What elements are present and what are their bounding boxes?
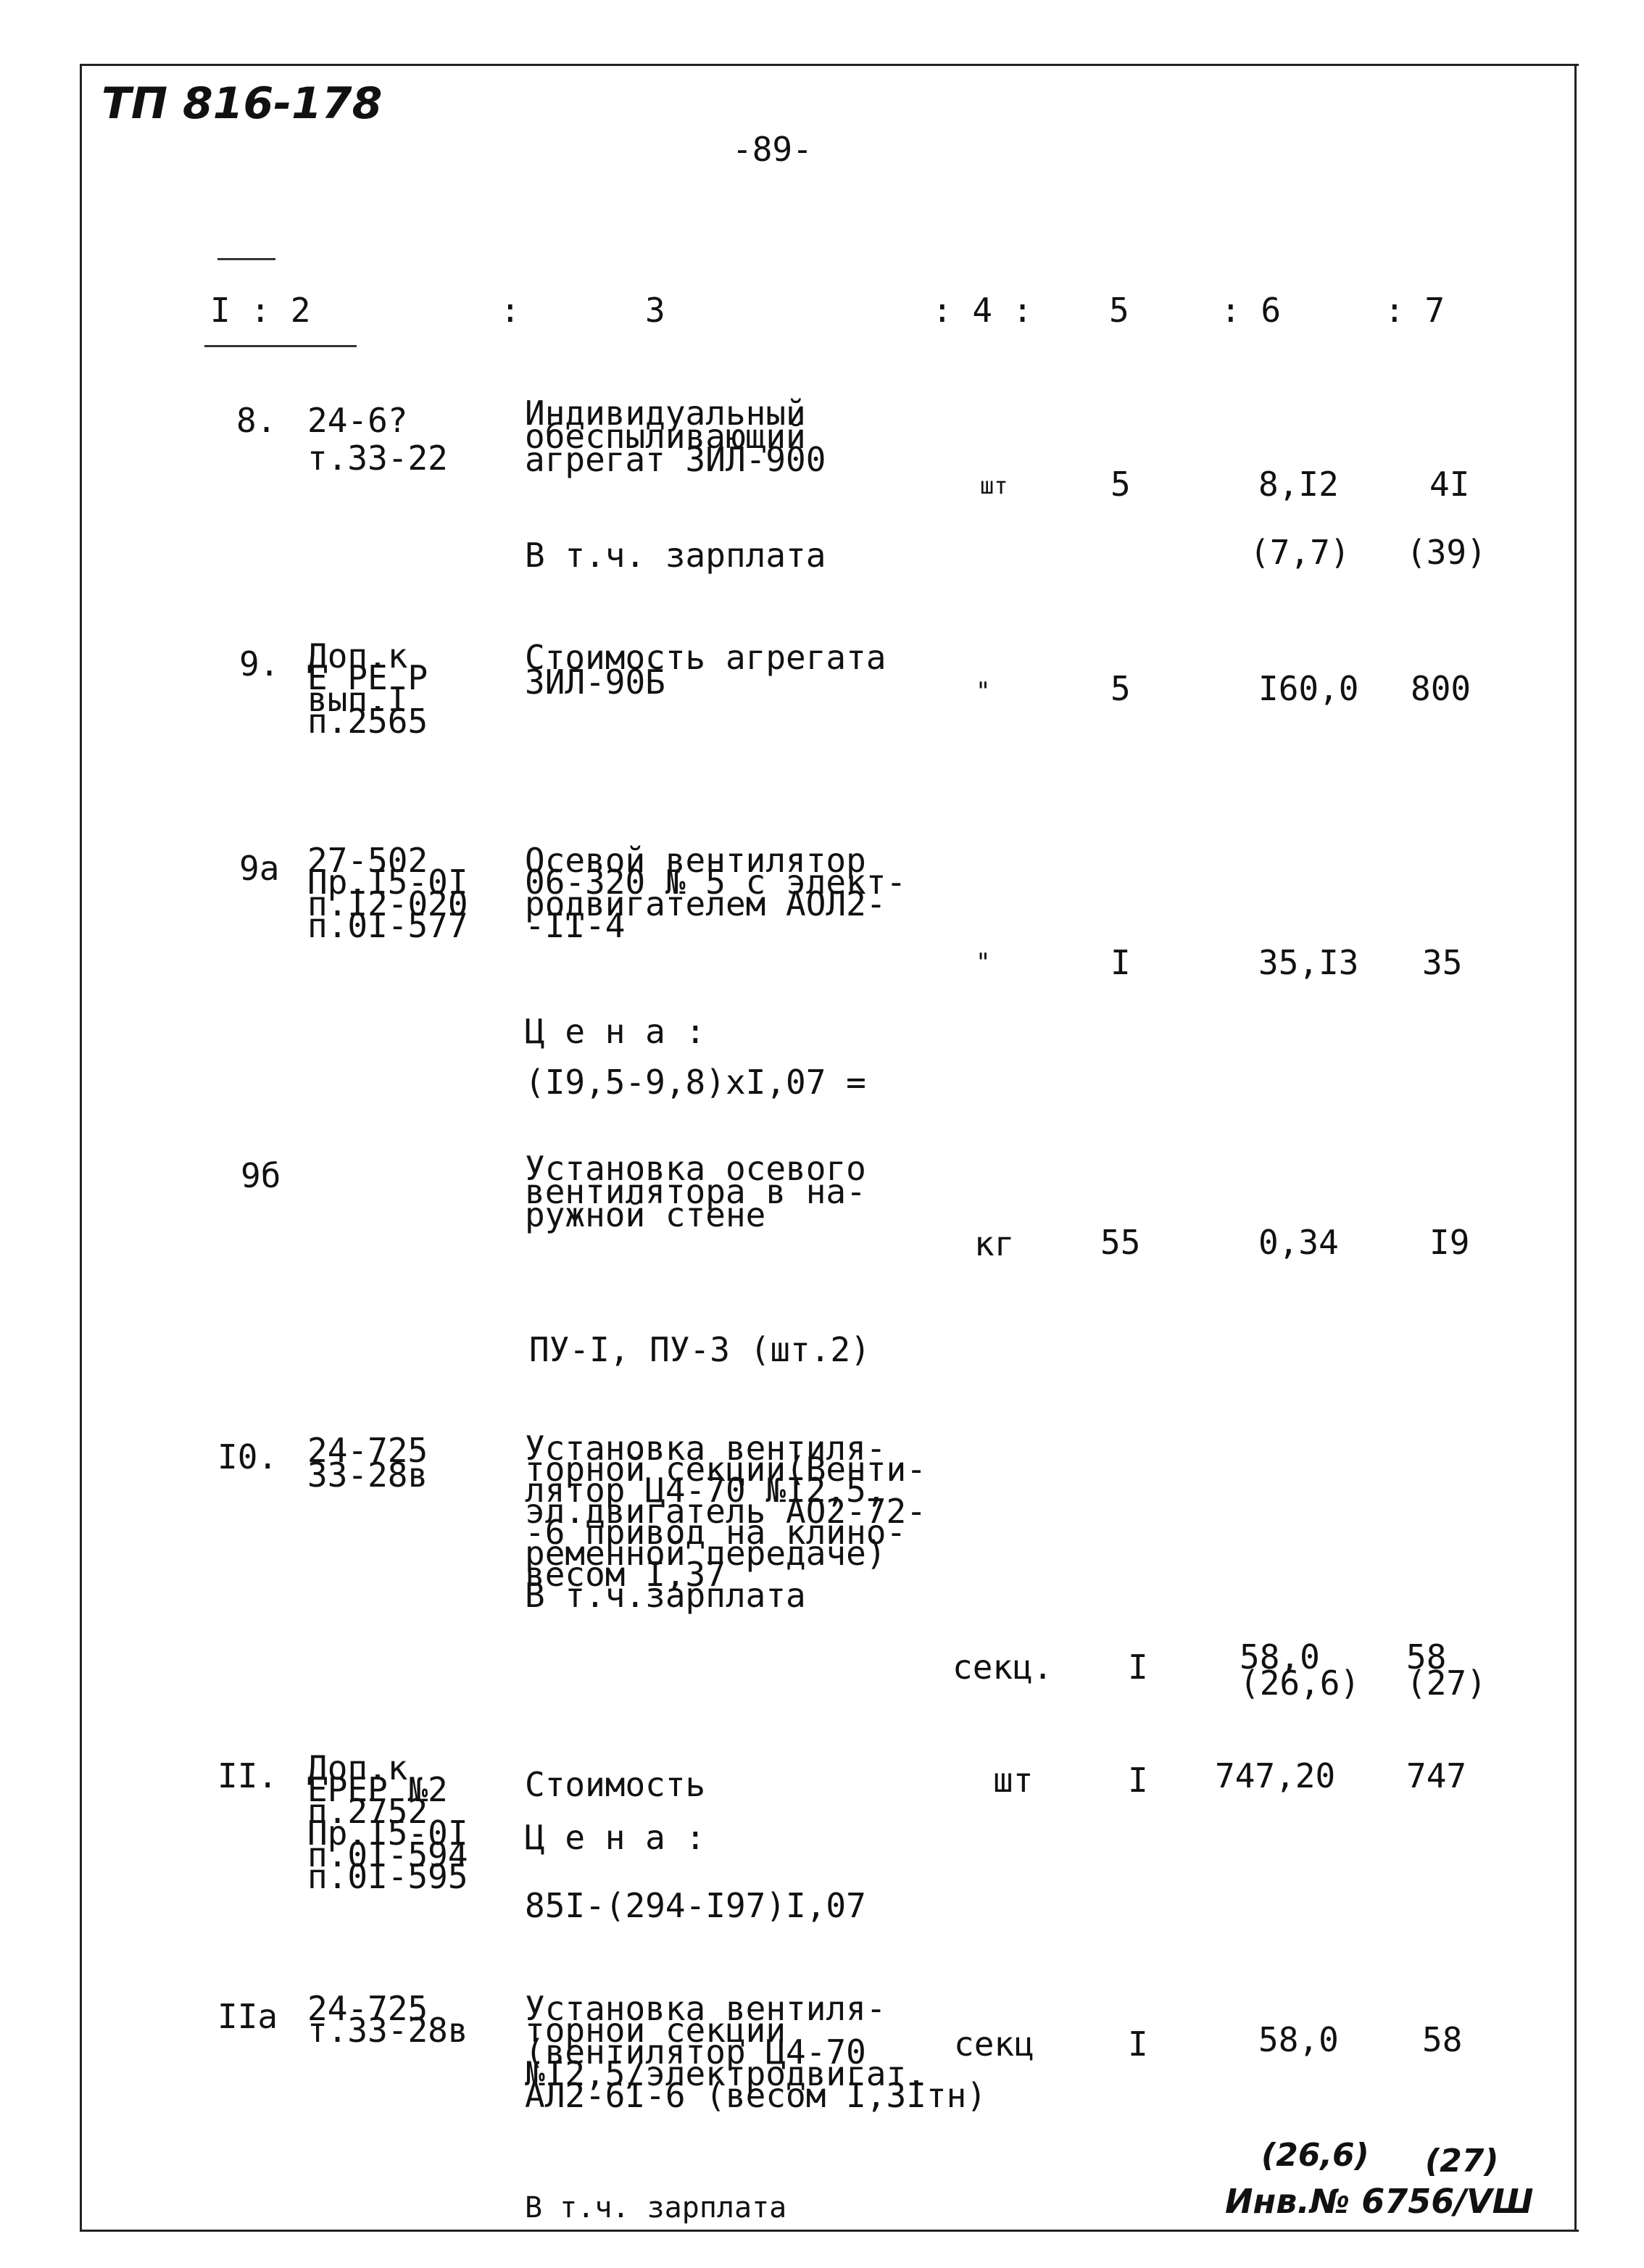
row-sub-price: (26,6) [1261,2137,1369,2174]
page-frame-top [80,64,1579,66]
row-reference: 24-6? т.33-22 [307,401,448,478]
row-reference: Доп.к Е РЕ Р вып.I п.2565 [307,636,428,741]
row-unit: секц. [952,1648,1053,1687]
row-description: Установка вентиля- торной секции (вентилятор Ц4-70 №I2,5/электродвигат. АЛ2-6I-6 (весом I,3Iтн) [525,1989,987,2115]
row-sub-description: В т.ч. зарплата [525,2191,787,2225]
page-frame-left [80,64,82,2231]
row-sub-description: ПУ-I, ПУ-3 (шт.2) [529,1330,871,1369]
row-unit: кг [974,1224,1015,1263]
page-frame-bottom [80,2230,1579,2232]
row-total: 58 (27) [1406,1637,1487,1703]
page-frame-right [1574,64,1577,2231]
col-header-1-2: I : 2 [210,291,311,330]
col-header-5: 5 [1109,291,1129,330]
row-number: 9б [241,1156,281,1195]
row-description: Установка осевого вентилятора в на- ружной стене [525,1149,866,1234]
row-price: 0,34 [1258,1223,1339,1262]
row-quantity: I [1128,1761,1148,1800]
row-sub-total: (39) [1406,533,1487,572]
row-number: 8. [236,401,277,440]
row-number: IIа [217,1997,278,2036]
row-quantity: I [1128,2024,1148,2064]
row-description: Индивидуальный обеспыливающий агрегат ЗИЛ-900 [525,394,826,479]
row-reference: Доп.к ЕРЕР №2 п.2752 Пр.I5-0I п.0I-594 п.0I-595 [307,1748,468,1896]
row-price: 35,I3 [1258,943,1359,982]
col-header-6: : 6 [1221,291,1282,330]
row-unit: " [976,948,991,977]
row-number: 9. [239,644,280,684]
row-description: Стоимость агрегата ЗИЛ-90Б [525,638,887,702]
row-quantity: I [1128,1648,1148,1687]
col-header-sep: : [500,291,520,330]
row-price: 58,0 (26,6) [1240,1637,1361,1703]
row-sub-description: Ц е н а : (I9,5-9,8)хI,07 = [525,1012,866,1102]
col-header-3: 3 [645,291,665,330]
row-reference: 24-725 т.33-28в [307,1989,468,2050]
row-quantity: I [1110,943,1131,982]
header-dash [217,258,275,260]
row-quantity: 55 [1100,1223,1141,1262]
row-total: I9 [1429,1223,1470,1262]
header-underline [204,345,357,347]
row-quantity: 5 [1110,465,1131,504]
row-total: 747 [1406,1756,1467,1795]
row-total: 35 [1422,943,1463,982]
row-number: I0. [217,1437,278,1476]
row-unit: секц [954,2024,1034,2064]
row-price: 58,0 [1258,2020,1339,2059]
row-unit: шт [993,1761,1034,1800]
row-sub-price: (7,7) [1250,533,1350,572]
row-sub-total: (27) [1425,2143,1499,2180]
row-unit: шт [980,472,1008,499]
page-number: -89- [732,130,813,169]
row-description: Установка вентиля- торной секции(Венти- лятор Ц4-70 №I2,5, эл.двигатель АО2-72- -6 привод на клино- ременной передаче) весом I,37 В т.ч.зарплата [525,1429,926,1615]
row-description: Стоимость [525,1765,706,1804]
row-unit: " [976,677,991,706]
row-number: 9а [239,849,280,888]
row-sub-description: Ц е н а : 85I-(294-I97)I,07 [525,1818,866,1925]
col-header-4: : 4 : [932,291,1033,330]
inventory-number: Инв.№ 6756/VШ [1225,2182,1534,2221]
row-price: 747,20 [1215,1756,1336,1795]
row-price: I60,0 [1258,669,1359,708]
row-number: II. [217,1756,278,1795]
row-quantity: 5 [1110,669,1131,708]
row-price: 8,I2 [1258,465,1339,504]
row-total: 4I [1429,465,1470,504]
row-reference: 24-725 33-28в [307,1431,428,1495]
row-total: 58 [1422,2020,1463,2059]
row-description: Осевой вентилятор 06-320 № 5 с элект- родвигателем АОЛ2- -II-4 [525,841,907,945]
row-total: 800 [1411,669,1471,708]
row-sub-description: В т.ч. зарплата [525,536,826,575]
row-reference: 27-502 Пр.I5-0I п.I2-020 п.0I-577 [307,841,468,945]
document-code: ТП 816-178 [101,78,383,129]
col-header-7: : 7 [1384,291,1445,330]
